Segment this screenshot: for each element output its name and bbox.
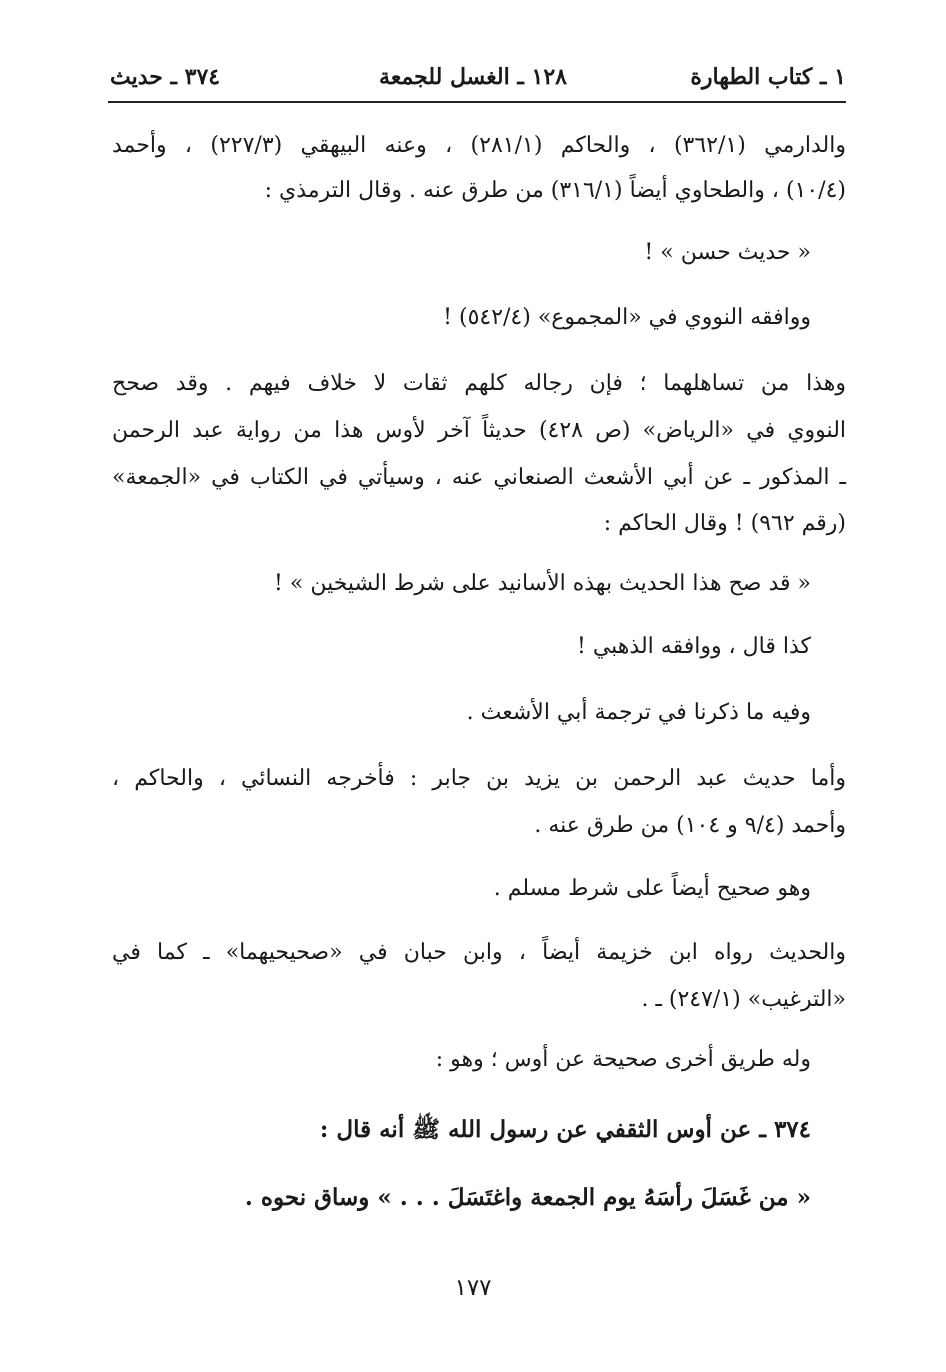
quote-line: « قد صح هذا الحديث بهذه الأسانيد على شرط الشيخين » ! xyxy=(274,571,811,596)
page-number: ١٧٧ xyxy=(454,1275,492,1301)
text-line: ـ المذكور ـ عن أبي الأشعث الصنعاني عنه ، وسيأتي في الكتاب في «الجمعة» xyxy=(112,465,846,490)
header-book-title: ١ ـ كتاب الطهارة xyxy=(690,64,846,90)
text-line: (رقم ٩٦٢) ! وقال الحاكم : xyxy=(603,511,846,536)
text-line: وأحمد (٩/٤ و ١٠٤) من طرق عنه . xyxy=(534,813,846,838)
text-line: وفيه ما ذكرنا في ترجمة أبي الأشعث . xyxy=(466,700,811,725)
text-line: وهذا من تساهلهما ؛ فإن رجاله كلهم ثقات لا خلاف فيهم . وقد صحح xyxy=(112,371,846,396)
hadith-heading: ٣٧٤ ـ عن أوس الثقفي عن رسول الله ﷺ أنه قال : xyxy=(319,1116,811,1143)
header-chapter-title: ١٢٨ ـ الغسل للجمعة xyxy=(379,64,567,90)
header-rule xyxy=(108,101,846,103)
header-hadith-number: ٣٧٤ ـ حديث xyxy=(110,64,221,90)
text-line: كذا قال ، ووافقه الذهبي ! xyxy=(577,634,811,659)
text-line: «الترغيب» (٢٤٧/١) ـ . xyxy=(641,987,846,1012)
text-line: وأما حديث عبد الرحمن بن يزيد بن جابر : فأخرجه النسائي ، والحاكم ، xyxy=(112,766,846,791)
text-line: وهو صحيح أيضاً على شرط مسلم . xyxy=(493,876,811,901)
text-line: والحديث رواه ابن خزيمة أيضاً ، وابن حبان في «صحيحيهما» ـ كما في xyxy=(112,940,846,965)
text-line: والدارمي (٣٦٢/١) ، والحاكم (٢٨١/١) ، وعنه البيهقي (٢٢٧/٣) ، وأحمد xyxy=(112,133,846,158)
text-line: (١٠/٤) ، والطحاوي أيضاً (٣١٦/١) من طرق عنه . وقال الترمذي : xyxy=(264,178,846,203)
text-line: ووافقه النووي في «المجموع» (٥٤٢/٤) ! xyxy=(443,305,811,330)
hadith-text: « من غَسَلَ رأسَهُ يوم الجمعة واغتَسَلَ . . . » وساق نحوه . xyxy=(244,1184,811,1211)
text-line: وله طريق أخرى صحيحة عن أوس ؛ وهو : xyxy=(435,1047,811,1072)
text-line: النووي في «الرياض» (ص ٤٢٨) حديثاً آخر لأوس هذا من رواية عبد الرحمن xyxy=(112,418,847,443)
quote-line: « حديث حسن » ! xyxy=(644,240,811,265)
